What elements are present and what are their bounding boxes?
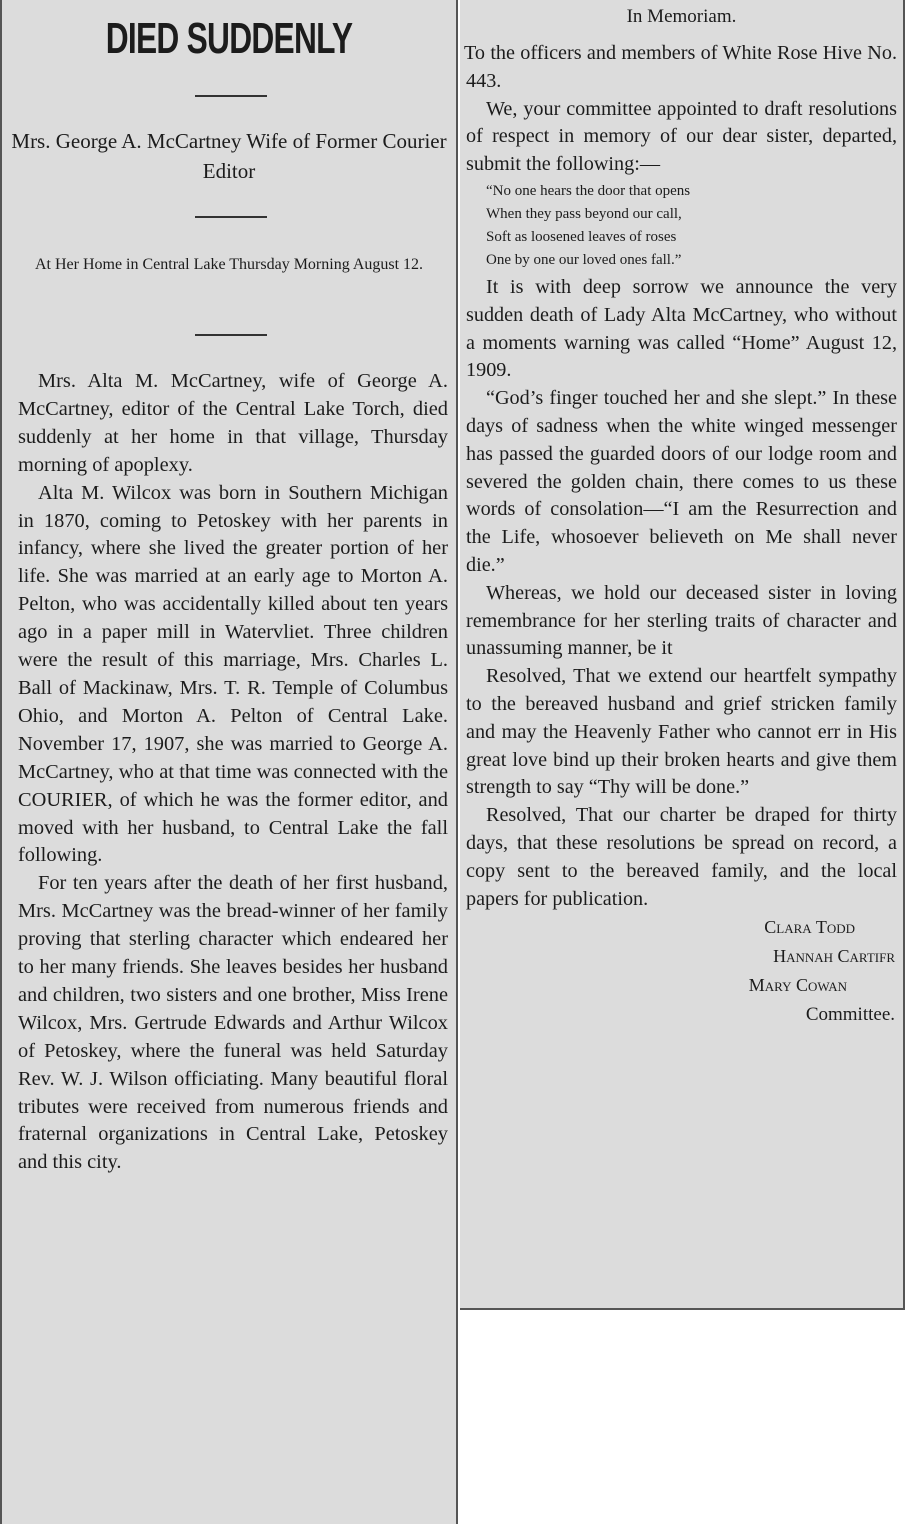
subheadline: Mrs. George A. McCartney Wife of Former Courier Editor	[11, 129, 447, 183]
poem-line: When they pass beyond our call,	[486, 205, 682, 222]
paragraph: Whereas, we hold our deceased sister in loving remembrance for her sterling traits of character and unassuming manner, be it	[466, 581, 897, 660]
poem-line: “No one hears the door that opens	[486, 182, 691, 199]
memoriam-title: In Memoriam.	[626, 6, 737, 27]
paragraph: For ten years after the death of her first husband, Mrs. McCartney was the bread-winner of her family proving that sterling character which endeared her to her many friends. She leaves besides her husband and children, two sisters and one brother, Miss Irene Wilcox, Mrs. Gertrude Edwards and Arthur Wilcox of Petoskey, where the funeral was held Saturday Rev. W. J. Wilson officiating. Many beautiful floral tributes were received from numerous friends and fraternal organizations in Central Lake, Petoskey and this city.	[18, 872, 448, 1174]
paragraph: “God’s finger touched her and she slept.” In these days of sadness when the white winged messenger has passed the guarded doors of our lodge room and severed the golden chain, there comes to us these words of consolation—“I am the Resurrection and the Life, whosoever believeth on Me shall never die.”	[466, 387, 897, 576]
signature: Clara Todd	[764, 917, 855, 938]
poem	[466, 180, 897, 272]
signature: Hannah Cartifr	[773, 946, 895, 967]
obituary-body	[18, 368, 448, 1177]
committee-label: Committee.	[805, 1004, 895, 1026]
memoriam-column	[460, 0, 905, 1310]
paragraph: It is with deep sorrow we announce the very sudden death of Lady Alta McCartney, who without a moments warning was called “Home” August 12, 1909.	[466, 275, 897, 382]
paragraph: Mrs. Alta M. McCartney, wife of George A. McCartney, editor of the Central Lake Torch, died suddenly at her home in that village, Thursday morning of apoplexy.	[18, 370, 448, 476]
divider-rule	[195, 334, 267, 336]
divider-rule	[195, 216, 267, 218]
signature: Mary Cowan	[748, 975, 847, 996]
poem-line: Soft as loosened leaves of roses	[486, 228, 677, 245]
intro-paragraph: We, your committee appointed to draft resolutions of respect in memory of our dear sister, departed, submit the following:—	[466, 97, 897, 176]
paragraph: Resolved, That our charter be draped for thirty days, that these resolutions be spread on record, a copy sent to the bereaved family, and the local papers for publication.	[466, 804, 897, 910]
divider-rule	[195, 95, 267, 97]
memoriam-body	[466, 40, 897, 1029]
paragraph: Alta M. Wilcox was born in Southern Michigan in 1870, coming to Petoskey with her parents in infancy, where she lived the greater portion of her life. She was married at an early age to Morton A. Pelton, who was accidentally killed about ten years ago in a paper mill in Watervliet. Three children were the result of this marriage, Mrs. Charles L. Ball of Mackinaw, Mrs. T. R. Temple of Columbus Ohio, and Morton A. Pelton of Central Lake. November 17, 1907, she was married to George A. McCartney, who at that time was connected with the COURIER, of which he was the former editor, and moved with her husband, to Central Lake the fall following.	[18, 481, 448, 867]
deck-text: At Her Home in Central Lake Thursday Morning August 12.	[34, 256, 424, 273]
paragraph: Resolved, That we extend our heartfelt sympathy to the bereaved husband and grief stricken family and may the Heavenly Father who cannot err in His great love bind up their broken hearts and give them strength to say “Thy will be done.”	[466, 665, 897, 799]
headline: DIED SUDDENLY	[105, 14, 353, 63]
signature-block	[466, 913, 897, 1029]
poem-line: One by one our loved ones fall.”	[486, 251, 682, 268]
address-line: To the officers and members of White Rose Hive No. 443.	[464, 42, 897, 92]
